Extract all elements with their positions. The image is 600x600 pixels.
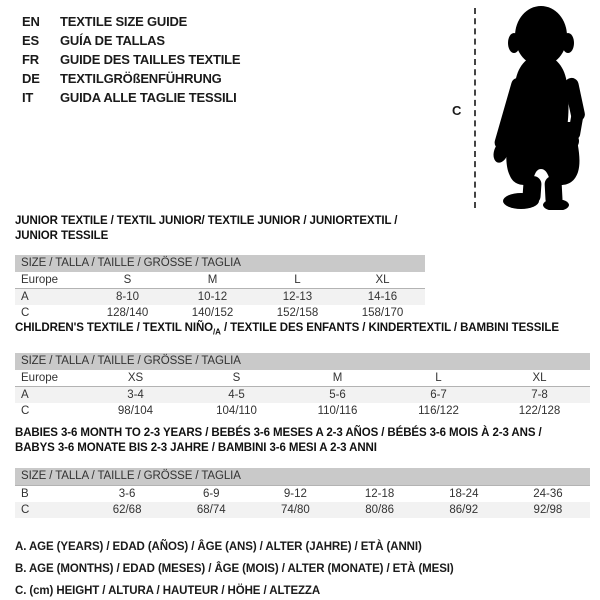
table-title: [15, 426, 590, 456]
table-cell: S: [232, 372, 241, 385]
size-header-label: SIZE / TALLA / TAILLE / GRÖSSE / TAGLIA: [21, 355, 241, 368]
lang-row-fr: [22, 50, 240, 69]
row-label: B: [21, 488, 29, 500]
lang-title: TEXTILE SIZE GUIDE: [60, 14, 188, 29]
title-text: / TEXTILE DES ENFANTS / KINDERTEXTIL / BAMBINI TESSILE: [220, 322, 559, 334]
table-title-line: [15, 426, 590, 441]
table-cell: 104/110: [216, 405, 257, 418]
size-table-junior: [15, 214, 425, 321]
legend-notes: [15, 536, 454, 600]
size-table-babies: [15, 426, 590, 518]
row-label: C: [21, 405, 30, 418]
note-b: B. AGE (MONTHS) / EDAD (MESES) / ÂGE (MOIS) / ALTER (MONATE) / ETÀ (MESI): [15, 563, 454, 575]
title-text: BABYS 3-6 MONATE BIS 2-3 JAHRE / BAMBINI 3-6 MESI A 2-3 ANNI: [15, 442, 377, 454]
table-cell: 6-9: [202, 488, 220, 500]
table-row: [15, 387, 590, 403]
table-title-line: [15, 214, 425, 244]
lang-code: IT: [22, 90, 34, 105]
table-cell: 3-4: [127, 389, 144, 402]
lang-row-de: [22, 69, 240, 88]
table-cell: 24-36: [533, 488, 563, 500]
table-row: [15, 289, 425, 305]
table-cell: 6-7: [430, 389, 447, 402]
table-cell: 128/140: [106, 307, 149, 319]
table-title: [15, 214, 425, 244]
table-cell: 158/170: [361, 307, 404, 319]
table-row: [15, 486, 590, 502]
row-label: A: [21, 389, 29, 402]
size-header-bar: [15, 353, 590, 370]
table-row: [15, 502, 590, 518]
table-title-line: [15, 441, 590, 456]
lang-title: GUIDE DES TAILLES TEXTILE: [60, 52, 241, 67]
table-cell: 18-24: [449, 488, 479, 500]
title-text: BABIES 3-6 MONTH TO 2-3 YEARS / BEBÉS 3-6 MESES A 2-3 AÑOS / BÉBÉS 3-6 MOIS À 2-3 ANS /: [15, 427, 542, 439]
table-cell: 62/68: [112, 504, 142, 516]
table-cell: XL: [375, 274, 390, 286]
size-header-bar: [15, 468, 590, 486]
table-cell: L: [435, 372, 442, 385]
title-text: JUNIOR TEXTILE / TEXTIL JUNIOR/ TEXTILE JUNIOR / JUNIORTEXTIL / JUNIOR TESSILE: [15, 215, 398, 242]
lang-code: FR: [22, 52, 39, 67]
table-cell: 110/116: [317, 405, 358, 418]
table-row: [15, 305, 425, 321]
table-cell: 152/158: [276, 307, 319, 319]
table-cell: 74/80: [281, 504, 310, 516]
table-cell: 80/86: [365, 504, 394, 516]
table-cell: S: [123, 274, 132, 286]
table-row: [15, 403, 590, 419]
size-header-label: SIZE / TALLA / TAILLE / GRÖSSE / TAGLIA: [21, 470, 241, 482]
size-table-children: [15, 321, 590, 419]
lang-title: TEXTILGRÖßENFÜHRUNG: [60, 71, 222, 86]
height-measure-label: C: [452, 103, 462, 118]
table-cell: M: [332, 372, 343, 385]
table-cell: M: [207, 274, 218, 286]
table-cell: 116/122: [418, 405, 459, 418]
row-label: A: [21, 291, 29, 303]
table-body: [15, 370, 590, 419]
table-cell: 4-5: [228, 389, 245, 402]
table-cell: 68/74: [196, 504, 226, 516]
row-label: C: [21, 307, 30, 319]
table-cell: 3-6: [118, 488, 136, 500]
lang-code: ES: [22, 33, 39, 48]
note-a: A. AGE (YEARS) / EDAD (AÑOS) / ÂGE (ANS) / ALTER (JAHRE) / ETÀ (ANNI): [15, 541, 422, 553]
lang-title: GUÍA DE TALLAS: [60, 33, 165, 48]
lang-code: EN: [22, 14, 40, 29]
table-cell: 98/104: [117, 405, 154, 418]
lang-code: DE: [22, 71, 40, 86]
row-label: C: [21, 504, 30, 516]
row-label: Europe: [21, 274, 59, 286]
table-body: [15, 272, 425, 321]
table-cell: L: [294, 274, 301, 286]
table-cell: XL: [532, 372, 547, 385]
table-row: [15, 272, 425, 289]
language-title-block: [22, 12, 240, 107]
lang-row-en: [22, 12, 240, 31]
lang-row-es: [22, 31, 240, 50]
baby-silhouette-icon: [484, 4, 598, 210]
table-title-line: [15, 321, 590, 339]
table-cell: 10-12: [197, 291, 228, 303]
height-measure-line: [474, 8, 476, 208]
table-cell: 5-6: [329, 389, 346, 402]
table-cell: 12-13: [282, 291, 313, 303]
table-cell: 12-18: [364, 488, 395, 500]
title-text: CHILDREN'S TEXTILE / TEXTIL NIÑO: [15, 322, 214, 334]
table-body: [15, 486, 590, 518]
table-cell: 9-12: [283, 488, 307, 500]
size-header-bar: [15, 255, 425, 272]
table-cell: 122/128: [518, 405, 561, 418]
table-cell: 140/152: [191, 307, 234, 319]
size-header-label: SIZE / TALLA / TAILLE / GRÖSSE / TAGLIA: [21, 257, 241, 269]
table-cell: 92/98: [533, 504, 563, 516]
table-cell: 7-8: [531, 389, 548, 402]
table-cell: 86/92: [449, 504, 479, 516]
title-subscript: /A: [213, 327, 221, 337]
lang-title: GUIDA ALLE TAGLIE TESSILI: [60, 90, 237, 105]
table-row: [15, 370, 590, 387]
row-label: Europe: [21, 372, 59, 385]
table-cell: 14-16: [367, 291, 398, 303]
table-title: [15, 321, 590, 339]
table-cell: XS: [127, 372, 144, 385]
note-c: C. (cm) HEIGHT / ALTURA / HAUTEUR / HÖHE / ALTEZZA: [15, 585, 321, 597]
table-cell: 8-10: [115, 291, 140, 303]
lang-row-it: [22, 88, 240, 107]
